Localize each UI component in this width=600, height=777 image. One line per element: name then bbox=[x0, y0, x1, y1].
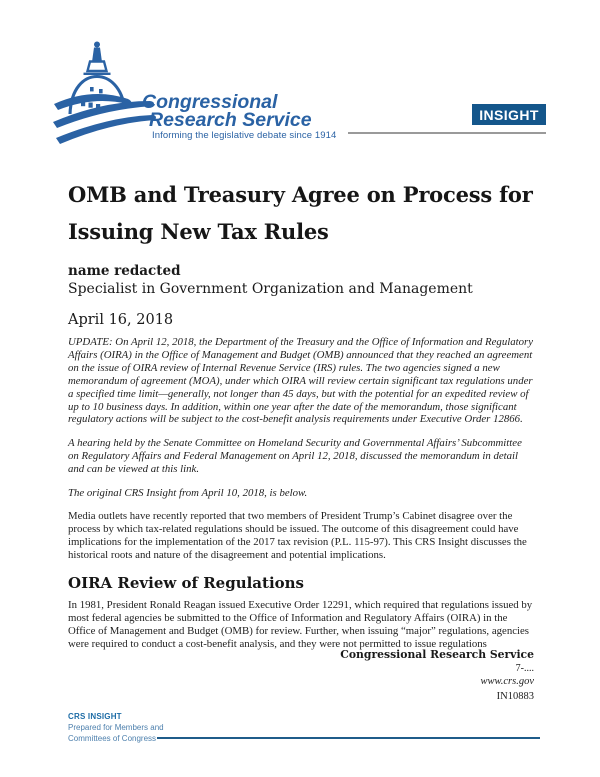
document-date: April 16, 2018 bbox=[68, 312, 174, 328]
document-title-line2: Issuing New Tax Rules bbox=[68, 219, 329, 244]
update-paragraph: UPDATE: On April 12, 2018, the Department of the Treasury and the Office of Information and Regulatory Affairs (OIRA) in the Office of Management and Budget (OMB) announced that they reached an agreement on the issue of OIRA review of Internal Revenue Service (IRS) rules. The two agencies signed a new memorandum of agreement (MOA), under which OIRA will review certain significant tax regulations under a specified time limit—generally, not longer than 45 days, but with the potential for an expedited review of up to 10 business days. In addition, within one year after the date of the memorandum, those significant regulatory actions will be subject to the cost-benefit analysis requirements under Executive Order 12866. bbox=[68, 336, 534, 426]
section-heading: OIRA Review of Regulations bbox=[68, 573, 304, 592]
logo-tagline: Informing the legislative debate since 1914 bbox=[152, 130, 337, 141]
crs-logo-wordmark bbox=[142, 93, 336, 141]
footer-publication-info bbox=[340, 647, 534, 704]
logo-line2: Research Service bbox=[149, 109, 312, 131]
footer-prepared-line2: Committees of Congress bbox=[68, 734, 157, 743]
footer-brand-label: CRS INSIGHT bbox=[68, 712, 122, 721]
author-name: name redacted bbox=[68, 263, 181, 279]
insight-badge: INSIGHT bbox=[472, 104, 546, 125]
document-title-line1: OMB and Treasury Agree on Process for bbox=[68, 182, 533, 207]
footer-phone: 7-.... bbox=[515, 663, 534, 674]
document-body bbox=[68, 176, 534, 661]
header-rule bbox=[348, 132, 546, 134]
original-note-paragraph: The original CRS Insight from April 10, 2018, is below. bbox=[68, 486, 308, 499]
document-title bbox=[68, 176, 534, 250]
section-paragraph: In 1981, President Ronald Reagan issued Executive Order 12291, which required that regulations issued by most federal agencies be submitted to the Office of Information and Regulatory Affairs (OIRA) in the Office of Management and Budget (OMB) for review. Further, when issuing “major” regulations, agencies were required to conduct a cost-benefit analysis, and they were not permitted to issue regulations bbox=[68, 598, 533, 650]
hearing-paragraph: A hearing held by the Senate Committee on Homeland Security and Governmental Affairs’ Subcommittee on Regulatory Affairs and Federal Management on April 12, 2018, discussed the memorandum in detail and can be viewed at this link. bbox=[68, 437, 522, 475]
intro-paragraph: Media outlets have recently reported that two members of President Trump’s Cabinet disagree over the process by which tax-related regulations should be issued. The outcome of this disagreement could have implications for the implementation of the 2017 tax revision (P.L. 115-97). This CRS Insight discusses the historical roots and nature of the disagreement and potential implications. bbox=[68, 510, 527, 562]
author-role: Specialist in Government Organization and Management bbox=[68, 281, 473, 297]
footer-prepared-line1: Prepared for Members and bbox=[68, 723, 164, 732]
footer-org-name: Congressional Research Service bbox=[340, 648, 534, 661]
footer-brand-block bbox=[68, 711, 164, 744]
footer-rule bbox=[157, 737, 540, 739]
footer-doc-id: IN10883 bbox=[496, 690, 534, 702]
footer-website: www.crs.gov bbox=[480, 676, 534, 687]
logo-line1: Congressional bbox=[142, 91, 278, 113]
